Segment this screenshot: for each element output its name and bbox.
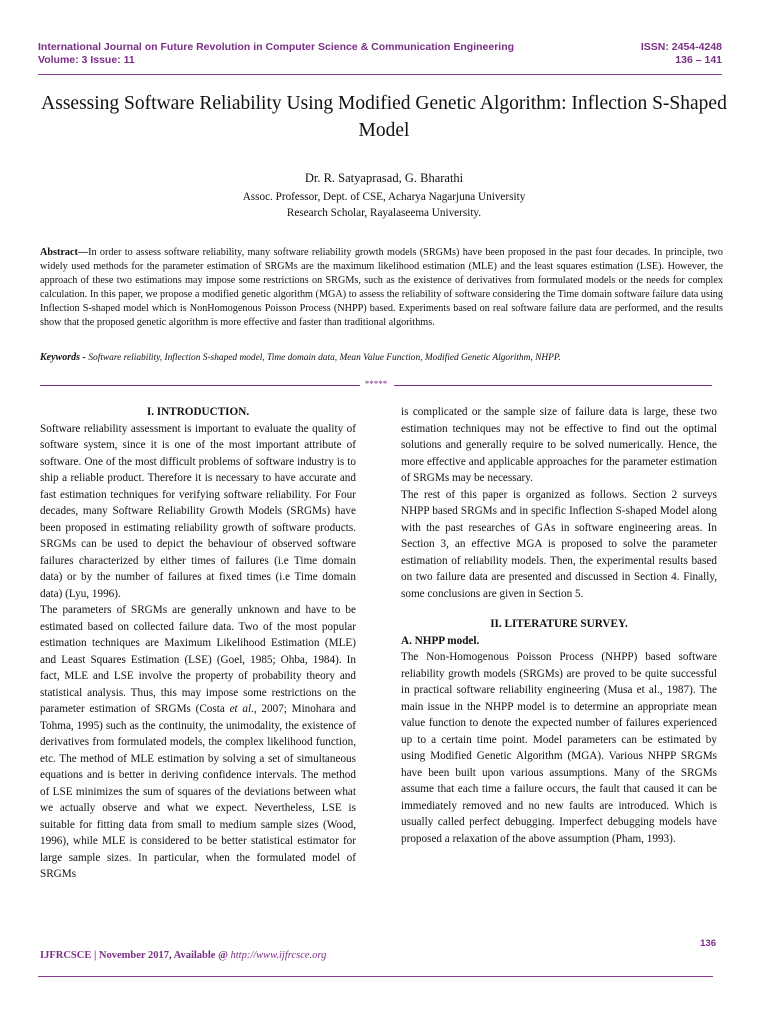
section-heading-literature-survey: II. LITERATURE SURVEY. [490,618,628,630]
page-range: 136 – 141 [675,54,722,66]
nhpp-paragraph: The Non-Homogenous Poisson Process (NHPP) based software reliability growth models (SRGMs) are proved to be quite successful in practical software reliability engineering (Musa et al., 1987). The main issue in the NHPP model is to determine an appropriate mean value function to denote the expected number of failures experienced up to a certain time point. Model parameters can be estimated by using Modified Genetic Algorithm (MGA). Various NHPP SRGMs have been built upon various assumptions. Many of the SRGMs assume that each time a failure occurs, the fault that caused it can be immediately removed and no new faults are introduced. Which is usually called perfect debugging. Imperfect debugging models have proposed a relaxation of the above assumption (Pham, 1993). [401,651,717,845]
footer [40,950,326,961]
page-number: 136 [700,938,716,949]
left-column [40,404,356,883]
affiliation-2: Research Scholar, Rayalaseema University. [286,207,482,219]
abstract [40,246,723,331]
journal-issn: ISSN: 2454-4248 [640,41,722,53]
section-heading-introduction: I. INTRODUCTION. [146,406,250,418]
paper-authors: Dr. R. Satyaprasad, G. Bharathi [304,171,464,185]
footer-link[interactable]: http://www.ijfrcsce.org [230,950,327,961]
keywords-text: Software reliability, Inflection S-shaped model, Time domain data, Mean Value Function, Modified Genetic Algorithm, NHPP. [88,353,561,363]
intro-paragraph-4: The rest of this paper is organized as follows. Section 2 surveys NHPP based SRGMs and in specific Inflection S-shaped Model along with the past researches of GAs in software engineering areas. In Section 3, an effective MGA is proposed to solve the parameter estimation of reliability models. Then, the experimental results based on two failure data are presented and discussed in Section 4. Finally, some conclusions are given in Section 5. [401,488,717,600]
keywords [40,352,738,363]
journal-name: International Journal on Future Revolution in Computer Science & Communication Engineering [38,41,515,53]
abstract-label: Abstract— [40,247,89,258]
separator-stars: ***** [364,379,388,389]
header-rule [38,74,722,75]
abstract-text: In order to assess software reliability, many software reliability growth models (SRGMs) have been proposed in the past four decades. In principle, two widely used methods for the parameter estimation of SRGMs are the maximum likelihood estimation (MLE) and the least squares estimation (LSE). However, the approach of these two estimations may impose some restrictions on SRGMs, such as the existence of derivatives from formulated models or the needs for complex calculation. In this paper, we propose a modified genetic algorithm (MGA) to assess the reliability of software considering the Time domain software failure data using Inflection S-shaped model which is NonHomogenous Poisson Process (NHPP) based. Experiments based on real software failure data are performed, and the results show that the proposed genetic algorithm is more effective and faster than traditional algorithms. [40,247,723,329]
intro-paragraph-1: Software reliability assessment is important to evaluate the quality of software system, since it is one of the most important attribute of software. One of the most difficult problems of software industry is to ship a reliable product. Therefore it is necessary to have accurate and fast estimation techniques for verifying software reliability. For Four decades, many Software Reliability Growth Models (SRGMs) have been proposed in estimating reliability growth of software products. SRGMs can be used to depict the behaviour of observed software failures characterized by either times of failures (i.e Time domain data) or by the number of failures at fixed times (i.e Time domain data) (Lyu, 1996). [40,422,356,600]
keywords-label: Keywords - [40,352,89,363]
paper-title: Assessing Software Reliability Using Modified Genetic Algorithm: Inflection S-Shaped Model [41,93,727,141]
journal-volume: Volume: 3 Issue: 11 [38,54,135,66]
section-separator [40,379,712,389]
subsection-heading-nhpp: A. NHPP model. [401,634,480,647]
intro-paragraph-3: is complicated or the sample size of failure data is large, these two estimation techniques may not be effective to find out the optimal solutions and generally require to be solved numerically. Hence, the more effective and applicable approaches for the parameter estimation of SRGMs may be necessary. [401,406,717,484]
intro-paragraph-2: The parameters of SRGMs are generally unknown and have to be estimated based on collected failure data. Two of the most popular estimation techniques are Maximum Likelihood Estimation (MLE) and Least Squares Estimation (LSE) (Goel, 1985; Ohba, 1984). In fact, MLE and LSE involve the property of probability theory and statistical analysis. Thus, this may impose some restrictions on the parameter estimation of SRGMs (Costa et al., 2007; Minohara and Tohma, 1995) such as the continuity, the unimodality, the existence of derivatives from formulated models, the complex likelihood function, etc. The method of MLE estimation by solving a set of simultaneous equations and is better in deriving confidence intervals. The method of LSE minimizes the sum of squares of the deviations between what we actually observe and what we expect. Nevertheless, LSE is suitable for fitting data from small to medium sample sizes (Wood, 1996), while MLE is considered to be better statistical estimator for large sample sizes. In particular, when the formulated model of SRGMs [40,604,357,880]
footer-text: IJFRCSCE | November 2017, Available @ [40,950,231,961]
right-column [401,404,717,847]
affiliation-1: Assoc. Professor, Dept. of CSE, Acharya Nagarjuna University [242,191,526,203]
journal-header [38,41,722,71]
footer-rule [38,976,713,977]
